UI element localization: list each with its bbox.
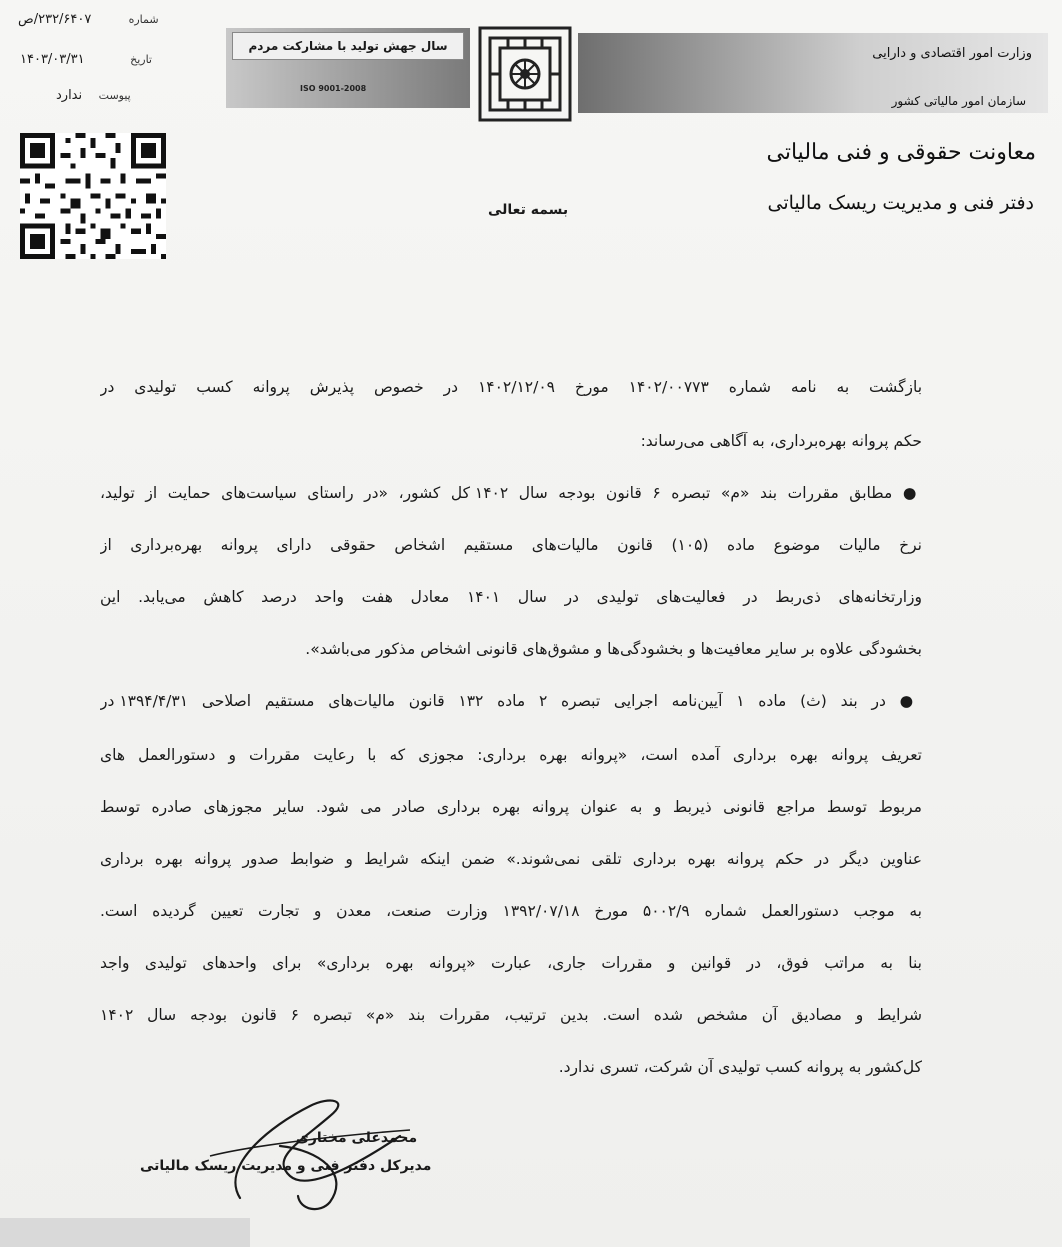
iso-label: ISO 9001-2008 (300, 84, 367, 93)
body-line: ● مطابق مقررات بند «م» تبصره ۶ قانون بودجه سال ۱۴۰۲ کل کشور، «در راستای سیاست‌های حمایت از تولید، (100, 484, 922, 502)
redaction-smudge (0, 1218, 250, 1247)
date-label: تاریخ (130, 53, 152, 66)
body-line: بازگشت به نامه شماره ۱۴۰۲/۰۰۷۷۳ مورخ ۱۴۰۲/۱۲/۰۹ در خصوص پذیرش پروانه کسب تولیدی در (100, 378, 922, 396)
body-line: به موجب دستورالعمل شماره ۵۰۰۲/۹ مورخ ۱۳۹۲/۰۷/۱۸ وزارت صنعت، معدن و تجارت تعیین گردیده است. (100, 902, 922, 920)
attachment-value: ندارد (56, 88, 83, 103)
ministry-name: وزارت امور اقتصادی و دارایی (872, 46, 1032, 61)
letter-date (20, 52, 152, 67)
letter-number (18, 12, 159, 27)
number-value: ۲۳۲/۶۴۰۷/ص (18, 12, 92, 27)
body-line: تعریف پروانه بهره برداری آمده است، «پروانه بهره برداری: مجوزی که با رعایت مقررات و دستورالعمل های (100, 746, 922, 764)
organization-name: سازمان امور مالیاتی کشور (891, 94, 1026, 108)
office-name: دفتر فنی و مدیریت ریسک مالیاتی (767, 192, 1034, 214)
body-line: ● در بند (ث) ماده ۱ آیین‌نامه اجرایی تبصره ۲ ماده ۱۳۲ قانون مالیات‌های مستقیم اصلاحی ۱۳۹۴/۴/۳۱ در (100, 692, 922, 710)
body-line: وزارتخانه‌های ذی‌ربط در فعالیت‌های تولیدی در سال ۱۴۰۱ معادل هفت واحد درصد کاهش می‌یابد. این (100, 588, 922, 606)
letter-attachment (56, 88, 131, 103)
qr-code-icon (20, 132, 166, 260)
handwritten-signature-icon (180, 1086, 420, 1216)
tax-organization-emblem-icon (478, 26, 572, 122)
body-line: حکم پروانه بهره‌برداری، به آگاهی می‌رساند: (640, 432, 922, 450)
body-line: بخشودگی علاوه بر سایر معافیت‌ها و بخشودگی‌ها و مشوق‌های قانونی اشخاص مذکور می‌باشد». (305, 640, 922, 658)
bismillah: بسمه تعالی (488, 202, 569, 218)
date-value: ۱۴۰۳/۰۳/۳۱ (20, 52, 85, 67)
signer-name: محمدعلی مختاری (296, 1130, 418, 1146)
signer-title: مدیرکل دفتر فنی و مدیریت ریسک مالیاتی (140, 1158, 432, 1174)
body-line: شرایط و مصادیق آن مشخص شده است. بدین ترتیب، مقررات بند «م» تبصره ۶ قانون بودجه سال ۱۴۰۲ (100, 1006, 922, 1024)
attachment-label: پیوست (98, 89, 131, 102)
deputy-name: معاونت حقوقی و فنی مالیاتی (766, 140, 1036, 165)
body-line: بنا به مراتب فوق، در قوانین و مقررات جاری، عبارت «پروانه بهره برداری» برای واحدهای تولیدی واجد (100, 954, 922, 972)
body-line: کل‌کشور به پروانه کسب تولیدی آن شرکت، تسری ندارد. (558, 1058, 922, 1076)
body-line: عناوین دیگر در حکم پروانه بهره برداری تلقی نمی‌شوند.» ضمن اینکه شرایط و ضوابط صدور پروانه بهره برداری (100, 850, 922, 868)
body-line: نرخ مالیات موضوع ماده (۱۰۵) قانون مالیات‌های مستقیم اشخاص حقوقی دارای پروانه بهره‌برداری از (100, 536, 922, 554)
number-label: شماره (128, 13, 159, 26)
body-line: مربوط توسط مراجع قانونی ذیربط و به عنوان پروانه بهره برداری صادر می شود. سایر مجوزهای صادره توسط (100, 798, 922, 816)
year-slogan: سال جهش تولید با مشارکت مردم (232, 32, 464, 60)
